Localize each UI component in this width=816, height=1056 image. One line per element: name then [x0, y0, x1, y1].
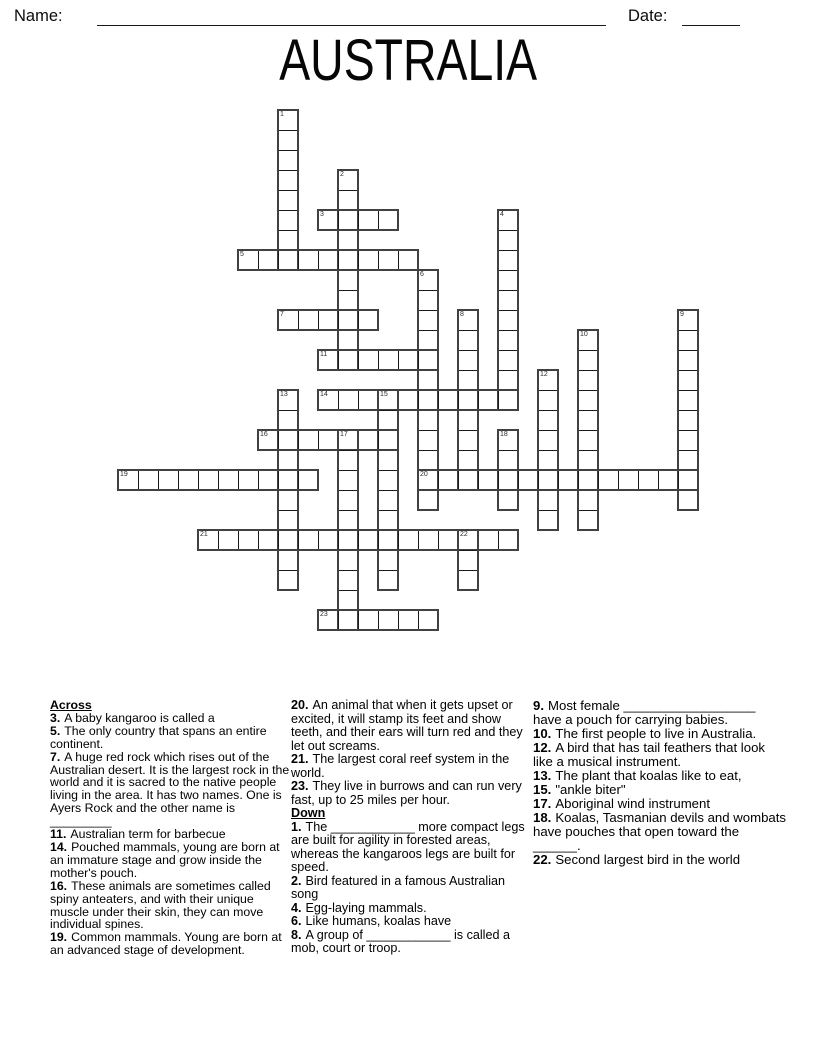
- cell-number: 10: [580, 331, 588, 338]
- crossword-cell[interactable]: [458, 370, 478, 390]
- clue-text: The first people to live in Australia.: [555, 726, 757, 741]
- clue-number: 13.: [533, 768, 552, 783]
- cell-number: 12: [540, 371, 548, 378]
- clue-column-3: [533, 699, 787, 867]
- crossword-cell[interactable]: [498, 370, 518, 390]
- clue-text: Most female __________________ have a pouch for carrying babies.: [533, 698, 756, 727]
- crossword-cell[interactable]: [378, 570, 398, 590]
- clue-section-header: Down: [291, 806, 326, 820]
- crossword-cell[interactable]: [398, 250, 418, 270]
- clue-item: [533, 797, 787, 811]
- clue-item: [50, 725, 291, 751]
- crossword-cell[interactable]: [178, 470, 198, 490]
- crossword-cell[interactable]: [498, 530, 518, 550]
- crossword-cell[interactable]: [378, 510, 398, 530]
- clue-number: 10.: [533, 726, 552, 741]
- clue-text: A huge red rock which rises out of the Australian desert. It is the largest rock in the world and it is sacred to the native people living in the area. It has two names. One is Ayers Rock and the other name is _________: [50, 749, 290, 829]
- crossword-cell[interactable]: [538, 390, 558, 410]
- clue-item: [533, 811, 787, 853]
- cell-number: 17: [340, 431, 348, 438]
- crossword-cell[interactable]: [678, 410, 698, 430]
- crossword-cell[interactable]: [458, 410, 478, 430]
- clue-text: Aboriginal wind instrument: [555, 796, 711, 811]
- crossword-cell[interactable]: [378, 350, 398, 370]
- clue-text: The ____________ more compact legs are built for agility in forested areas, whereas the kangaroos legs are built for speed.: [291, 819, 525, 874]
- crossword-cell[interactable]: [498, 450, 518, 470]
- crossword-cell[interactable]: [358, 250, 378, 270]
- crossword-cell[interactable]: [338, 330, 358, 350]
- crossword-cell[interactable]: [358, 530, 378, 550]
- cell-number: 5: [240, 251, 244, 258]
- crossword-cell[interactable]: [338, 210, 358, 230]
- cell-number: 18: [500, 431, 508, 438]
- crossword-cell[interactable]: [278, 510, 298, 530]
- crossword-cell[interactable]: [298, 310, 318, 330]
- crossword-cell[interactable]: [578, 410, 598, 430]
- crossword-cell[interactable]: [338, 230, 358, 250]
- crossword-cell[interactable]: [558, 470, 578, 490]
- clue-item: [533, 783, 787, 797]
- crossword-grid: [118, 110, 700, 632]
- crossword-cell[interactable]: [338, 270, 358, 290]
- crossword-cell[interactable]: [678, 350, 698, 370]
- clue-item: [533, 769, 787, 783]
- clue-text: Koalas, Tasmanian devils and wombats have pouches that open toward the ______.: [533, 810, 787, 853]
- crossword-cell[interactable]: [278, 250, 298, 270]
- crossword-cell[interactable]: [278, 450, 298, 470]
- crossword-cell[interactable]: [498, 350, 518, 370]
- crossword-cell[interactable]: [318, 430, 338, 450]
- clue-item: [291, 753, 532, 780]
- clue-number: 11.: [50, 827, 67, 842]
- crossword-cell[interactable]: [478, 390, 498, 410]
- crossword-cell[interactable]: [598, 470, 618, 490]
- crossword-cell[interactable]: [518, 470, 538, 490]
- crossword-cell[interactable]: [458, 470, 478, 490]
- crossword-cell[interactable]: [438, 470, 458, 490]
- clue-number: 4.: [291, 900, 302, 915]
- crossword-cell[interactable]: [398, 530, 418, 550]
- crossword-cell[interactable]: [338, 290, 358, 310]
- crossword-cell[interactable]: [458, 550, 478, 570]
- clue-number: 18.: [533, 810, 552, 825]
- crossword-cell[interactable]: [538, 510, 558, 530]
- crossword-cell[interactable]: [338, 590, 358, 610]
- clue-number: 17.: [533, 796, 552, 811]
- crossword-cell[interactable]: [378, 210, 398, 230]
- crossword-cell[interactable]: [658, 470, 678, 490]
- crossword-cell[interactable]: [678, 490, 698, 510]
- clue-item: [291, 821, 532, 875]
- clue-item: [533, 727, 787, 741]
- crossword-cell[interactable]: [318, 250, 338, 270]
- crossword-cell[interactable]: [338, 490, 358, 510]
- clue-item: [50, 931, 291, 957]
- crossword-cell[interactable]: [278, 230, 298, 250]
- name-line[interactable]: [97, 25, 606, 26]
- clue-text: The largest coral reef system in the world.: [291, 752, 510, 780]
- clue-text: Like humans, koalas have: [305, 914, 452, 928]
- crossword-cell[interactable]: [378, 610, 398, 630]
- crossword-cell[interactable]: [538, 490, 558, 510]
- crossword-cell[interactable]: [498, 390, 518, 410]
- crossword-cell[interactable]: [378, 530, 398, 550]
- crossword-cell[interactable]: [278, 130, 298, 150]
- crossword-cell[interactable]: [298, 250, 318, 270]
- crossword-cell[interactable]: [578, 470, 598, 490]
- crossword-cell[interactable]: [398, 610, 418, 630]
- clue-text: They live in burrows and can run very fast, up to 25 miles per hour.: [291, 779, 522, 807]
- clue-number: 8.: [291, 927, 302, 942]
- crossword-cell[interactable]: [298, 430, 318, 450]
- crossword-cell[interactable]: [358, 390, 378, 410]
- crossword-cell[interactable]: [238, 530, 258, 550]
- crossword-cell[interactable]: [378, 490, 398, 510]
- crossword-cell[interactable]: [258, 470, 278, 490]
- crossword-cell[interactable]: [438, 530, 458, 550]
- clue-text: Second largest bird in the world: [555, 852, 741, 867]
- clue-number: 1.: [291, 819, 302, 834]
- crossword-cell[interactable]: [418, 410, 438, 430]
- clue-number: 23.: [291, 779, 309, 793]
- cell-number: 3: [320, 211, 324, 218]
- page-title-text: AUSTRALIA: [279, 28, 537, 93]
- crossword-cell[interactable]: [418, 350, 438, 370]
- crossword-cell[interactable]: [378, 430, 398, 450]
- cell-number: 20: [420, 471, 428, 478]
- crossword-cell[interactable]: [278, 530, 298, 550]
- crossword-cell[interactable]: [258, 530, 278, 550]
- crossword-cell[interactable]: [338, 450, 358, 470]
- clue-text: A group of ____________ is called a mob, court or troop.: [291, 927, 510, 955]
- crossword-cell[interactable]: [498, 490, 518, 510]
- crossword-cell[interactable]: [138, 470, 158, 490]
- crossword-cell[interactable]: [578, 370, 598, 390]
- cell-number: 22: [460, 531, 468, 538]
- clue-item: [291, 902, 532, 916]
- crossword-cell[interactable]: [358, 430, 378, 450]
- cell-number: 11: [320, 351, 328, 358]
- crossword-cell[interactable]: [338, 250, 358, 270]
- clue-item: [533, 741, 787, 769]
- crossword-cell[interactable]: [158, 470, 178, 490]
- clue-text: The plant that koalas like to eat,: [555, 768, 742, 783]
- date-label: Date:: [628, 7, 668, 25]
- crossword-cell[interactable]: [418, 430, 438, 450]
- crossword-cell[interactable]: [458, 390, 478, 410]
- page-title: [0, 30, 816, 92]
- cell-number: 13: [280, 391, 288, 398]
- crossword-cell[interactable]: [338, 550, 358, 570]
- crossword-cell[interactable]: [678, 370, 698, 390]
- clue-section-header: Across: [50, 698, 92, 712]
- clue-number: 5.: [50, 723, 61, 738]
- clue-item: [291, 915, 532, 929]
- crossword-cell[interactable]: [478, 470, 498, 490]
- crossword-cell[interactable]: [578, 450, 598, 470]
- crossword-cell[interactable]: [358, 350, 378, 370]
- clue-number: 16.: [50, 878, 68, 893]
- crossword-cell[interactable]: [338, 190, 358, 210]
- clue-text: "ankle biter": [555, 782, 626, 797]
- crossword-cell[interactable]: [618, 470, 638, 490]
- clue-item: [533, 699, 787, 727]
- clue-number: 7.: [50, 749, 61, 764]
- crossword-cell[interactable]: [278, 550, 298, 570]
- crossword-cell[interactable]: [278, 490, 298, 510]
- crossword-cell[interactable]: [438, 390, 458, 410]
- clue-text: These animals are sometimes called spiny anteaters, and with their unique muscle under their skin, they can move individual spines.: [50, 878, 271, 932]
- clue-text: Bird featured in a famous Australian song: [291, 873, 506, 901]
- cell-number: 9: [680, 311, 684, 318]
- crossword-cell[interactable]: [358, 310, 378, 330]
- crossword-cell[interactable]: [458, 570, 478, 590]
- crossword-cell[interactable]: [298, 470, 318, 490]
- crossword-cell[interactable]: [418, 330, 438, 350]
- crossword-cell[interactable]: [458, 450, 478, 470]
- crossword-cell[interactable]: [458, 430, 478, 450]
- clue-text: An animal that when it gets upset or excited, it will stamp its feet and show teeth, and their ears will turn red and they let out screams.: [291, 698, 523, 753]
- crossword-cell[interactable]: [578, 510, 598, 530]
- crossword-cell[interactable]: [498, 250, 518, 270]
- clue-text: Common mammals. Young are born at an advanced stage of development.: [50, 930, 282, 958]
- crossword-cell[interactable]: [678, 430, 698, 450]
- crossword-cell[interactable]: [338, 350, 358, 370]
- crossword-cell[interactable]: [338, 390, 358, 410]
- cell-number: 1: [280, 111, 284, 118]
- crossword-cell[interactable]: [338, 470, 358, 490]
- cell-number: 19: [120, 471, 128, 478]
- crossword-cell[interactable]: [498, 230, 518, 250]
- crossword-cell[interactable]: [318, 310, 338, 330]
- crossword-cell[interactable]: [278, 470, 298, 490]
- clue-item: [50, 841, 291, 880]
- crossword-cell[interactable]: [198, 470, 218, 490]
- clue-text: A bird that has tail feathers that look like a musical instrument.: [533, 740, 766, 769]
- crossword-cell[interactable]: [338, 310, 358, 330]
- crossword-cell[interactable]: [498, 470, 518, 490]
- crossword-cell[interactable]: [678, 450, 698, 470]
- cell-number: 23: [320, 611, 328, 618]
- crossword-cell[interactable]: [218, 530, 238, 550]
- clue-number: 21.: [291, 752, 309, 766]
- crossword-cell[interactable]: [538, 410, 558, 430]
- clue-number: 19.: [50, 930, 68, 945]
- clue-item: [291, 929, 532, 956]
- clue-text: Australian term for barbecue: [70, 827, 226, 842]
- crossword-cell[interactable]: [358, 610, 378, 630]
- clue-column-2: [291, 699, 532, 956]
- crossword-cell[interactable]: [638, 470, 658, 490]
- crossword-cell[interactable]: [338, 530, 358, 550]
- crossword-cell[interactable]: [578, 490, 598, 510]
- crossword-cell[interactable]: [578, 430, 598, 450]
- crossword-cell[interactable]: [418, 310, 438, 330]
- crossword-cell[interactable]: [538, 450, 558, 470]
- crossword-cell[interactable]: [418, 370, 438, 390]
- crossword-cell[interactable]: [398, 350, 418, 370]
- clue-item: [50, 880, 291, 932]
- clue-number: 14.: [50, 839, 68, 854]
- crossword-cell[interactable]: [538, 430, 558, 450]
- clue-number: 22.: [533, 852, 552, 867]
- crossword-cell[interactable]: [418, 490, 438, 510]
- crossword-cell[interactable]: [278, 410, 298, 430]
- crossword-cell[interactable]: [378, 250, 398, 270]
- crossword-cell[interactable]: [678, 390, 698, 410]
- cell-number: 6: [420, 271, 424, 278]
- crossword-cell[interactable]: [358, 210, 378, 230]
- crossword-cell[interactable]: [278, 150, 298, 170]
- crossword-cell[interactable]: [678, 330, 698, 350]
- crossword-cell[interactable]: [678, 470, 698, 490]
- cell-number: 4: [500, 211, 504, 218]
- crossword-cell[interactable]: [578, 350, 598, 370]
- crossword-cell[interactable]: [418, 530, 438, 550]
- crossword-cell[interactable]: [278, 210, 298, 230]
- crossword-cell[interactable]: [378, 550, 398, 570]
- clue-item: [533, 853, 787, 867]
- clue-text: The only country that spans an entire continent.: [50, 723, 267, 751]
- clue-column-1: [50, 699, 291, 957]
- clue-number: 20.: [291, 698, 309, 712]
- clue-item: [291, 780, 532, 807]
- cell-number: 15: [380, 391, 388, 398]
- crossword-cell[interactable]: [478, 530, 498, 550]
- crossword-cell[interactable]: [538, 470, 558, 490]
- crossword-cell[interactable]: [278, 570, 298, 590]
- crossword-cell[interactable]: [498, 270, 518, 290]
- clue-item: [291, 699, 532, 753]
- clue-number: 2.: [291, 873, 302, 888]
- crossword-cell[interactable]: [318, 530, 338, 550]
- crossword-cell[interactable]: [418, 610, 438, 630]
- crossword-cell[interactable]: [578, 390, 598, 410]
- crossword-cell[interactable]: [418, 390, 438, 410]
- crossword-cell[interactable]: [278, 170, 298, 190]
- clue-number: 15.: [533, 782, 552, 797]
- crossword-cell[interactable]: [458, 330, 478, 350]
- cell-number: 14: [320, 391, 328, 398]
- crossword-cell[interactable]: [418, 290, 438, 310]
- crossword-cell[interactable]: [298, 530, 318, 550]
- crossword-cell[interactable]: [338, 570, 358, 590]
- cell-number: 21: [200, 531, 208, 538]
- clue-number: 3.: [50, 710, 61, 725]
- crossword-cell[interactable]: [278, 190, 298, 210]
- name-label: Name:: [14, 7, 63, 25]
- crossword-cell[interactable]: [258, 250, 278, 270]
- crossword-cell[interactable]: [338, 610, 358, 630]
- crossword-cell[interactable]: [378, 470, 398, 490]
- clue-number: 12.: [533, 740, 552, 755]
- cell-number: 2: [340, 171, 344, 178]
- crossword-cell[interactable]: [498, 290, 518, 310]
- clue-number: 9.: [533, 698, 544, 713]
- crossword-cell[interactable]: [378, 410, 398, 430]
- clue-text: Egg-laying mammals.: [305, 900, 427, 915]
- crossword-cell[interactable]: [218, 470, 238, 490]
- crossword-cell[interactable]: [238, 470, 258, 490]
- clue-item: [291, 875, 532, 902]
- clue-item: [50, 751, 291, 828]
- crossword-cell[interactable]: [458, 350, 478, 370]
- crossword-cell[interactable]: [498, 330, 518, 350]
- clue-text: Pouched mammals, young are born at an immature stage and grow inside the mother's pouch.: [50, 839, 280, 880]
- clue-text: A baby kangaroo is called a: [64, 710, 215, 725]
- clue-number: 6.: [291, 914, 302, 928]
- crossword-cell[interactable]: [398, 390, 418, 410]
- crossword-cell[interactable]: [378, 450, 398, 470]
- crossword-cell[interactable]: [338, 510, 358, 530]
- cell-number: 7: [280, 311, 284, 318]
- crossword-cell[interactable]: [498, 310, 518, 330]
- date-line[interactable]: [682, 25, 740, 26]
- cell-number: 16: [260, 431, 268, 438]
- cell-number: 8: [460, 311, 464, 318]
- crossword-cell[interactable]: [418, 450, 438, 470]
- crossword-cell[interactable]: [278, 430, 298, 450]
